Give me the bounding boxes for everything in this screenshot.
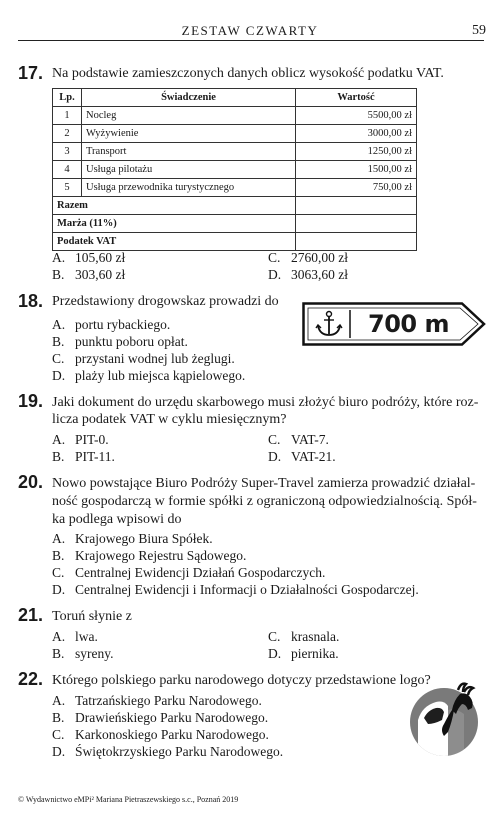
table-cell-lp: 3	[53, 143, 82, 161]
question-20-number: 20.	[18, 472, 44, 492]
q19-option-b[interactable]: B. PIT-11.	[52, 449, 115, 464]
question-17-number: 17.	[18, 63, 44, 83]
question-17-text: Na podstawie zamieszczonych danych oblicz wysokość podatku VAT.	[52, 66, 444, 81]
table-header-value: Wartość	[296, 89, 417, 107]
table-summary-row	[53, 197, 417, 215]
question-20-text-line1: Nowo powstające Biuro Podróży Super-Travel zamierza prowadzić działal-	[52, 476, 476, 491]
q17-option-c[interactable]: C. 2760,00 zł	[268, 250, 348, 265]
copyright-footer: © Wydawnictwo eMPi² Mariana Pietraszewskiego s.c., Poznań 2019	[18, 795, 239, 804]
table-cell-lp: 5	[53, 179, 82, 197]
q22-option-a[interactable]: A. Tatrzańskiego Parku Narodowego.	[52, 693, 262, 708]
table-cell-value: 3000,00 zł	[296, 125, 417, 143]
q17-option-d[interactable]: D. 3063,60 zł	[268, 267, 348, 282]
q19-option-c[interactable]: C. VAT-7.	[268, 432, 329, 447]
table-cell-service: Transport	[82, 143, 296, 161]
q20-option-d[interactable]: D. Centralnej Ewidencji i Informacji o Działalności Gospodarczej.	[52, 582, 419, 597]
table-cell-service: Nocleg	[82, 107, 296, 125]
question-22-text: Którego polskiego parku narodowego dotyczy przedstawione logo?	[52, 673, 431, 688]
q18-option-b[interactable]: B. punktu poboru opłat.	[52, 334, 188, 349]
summary-value-empty	[296, 233, 417, 251]
q21-option-d[interactable]: D. piernika.	[268, 646, 339, 661]
question-22-number: 22.	[18, 669, 44, 689]
q20-option-c[interactable]: C. Centralnej Ewidencji Działań Gospodarczych.	[52, 565, 326, 580]
table-cell-value: 750,00 zł	[296, 179, 417, 197]
summary-label-margin: Marża (11%)	[53, 215, 296, 233]
q18-option-d[interactable]: D. plaży lub miejsca kąpielowego.	[52, 368, 246, 383]
signpost-distance: 700 m	[368, 310, 449, 338]
q21-option-a[interactable]: A. lwa.	[52, 629, 98, 644]
table-cell-service: Wyżywienie	[82, 125, 296, 143]
table-cell-lp: 1	[53, 107, 82, 125]
summary-label-total: Razem	[53, 197, 296, 215]
q17-option-a[interactable]: A. 105,60 zł	[52, 250, 126, 265]
q21-option-b[interactable]: B. syreny.	[52, 646, 114, 661]
q21-option-c[interactable]: C. krasnala.	[268, 629, 340, 644]
running-header: ZESTAW CZWARTY	[181, 23, 319, 38]
question-19-text-line1: Jaki dokument do urzędu skarbowego musi złożyć biuro podróży, które roz-	[52, 395, 479, 410]
q17-option-b[interactable]: B. 303,60 zł	[52, 267, 126, 282]
summary-label-vat: Podatek VAT	[53, 233, 296, 251]
table-cell-value: 1250,00 zł	[296, 143, 417, 161]
q18-option-a[interactable]: A. portu rybackiego.	[52, 317, 171, 332]
question-19-text-line2: licza podatek VAT w cyklu miesięcznym?	[52, 412, 287, 427]
q22-option-d[interactable]: D. Świętokrzyskiego Parku Narodowego.	[52, 744, 284, 759]
table-header-lp: Lp.	[53, 89, 82, 107]
table-summary-row	[53, 215, 417, 233]
table-row	[53, 161, 417, 179]
table-cell-service: Usługa pilotażu	[82, 161, 296, 179]
summary-value-empty	[296, 215, 417, 233]
q18-option-c[interactable]: C. przystani wodnej lub żeglugi.	[52, 351, 235, 366]
question-21-text: Toruń słynie z	[52, 609, 132, 624]
table-cell-service: Usługa przewodnika turystycznego	[82, 179, 296, 197]
question-18-text: Przedstawiony drogowskaz prowadzi do	[52, 294, 279, 309]
vat-data-table	[52, 88, 417, 251]
q22-option-c[interactable]: C. Karkonoskiego Parku Narodowego.	[52, 727, 269, 742]
q19-option-a[interactable]: A. PIT-0.	[52, 432, 109, 447]
anchor-icon	[314, 310, 344, 338]
header-divider	[18, 40, 484, 41]
q20-option-a[interactable]: A. Krajowego Biura Spółek.	[52, 531, 213, 546]
q19-option-d[interactable]: D. VAT-21.	[268, 449, 336, 464]
table-header-row	[53, 89, 417, 107]
table-summary-row	[53, 233, 417, 251]
table-cell-lp: 4	[53, 161, 82, 179]
q20-option-b[interactable]: B. Krajowego Rejestru Sądowego.	[52, 548, 247, 563]
table-row	[53, 179, 417, 197]
table-row	[53, 143, 417, 161]
table-header-service: Świadczenie	[82, 89, 296, 107]
table-cell-lp: 2	[53, 125, 82, 143]
question-20-text-line2: ność gospodarczą w formie spółki z ograniczoną odpowiedzialnością. Spół-	[52, 494, 477, 509]
table-cell-value: 1500,00 zł	[296, 161, 417, 179]
chamois-logo-icon	[408, 680, 478, 758]
question-20-text-line3: ka podlega wpisowi do	[52, 512, 182, 527]
question-18-number: 18.	[18, 291, 44, 311]
page-number: 59	[472, 23, 486, 38]
table-row	[53, 107, 417, 125]
q22-option-b[interactable]: B. Drawieńskiego Parku Narodowego.	[52, 710, 269, 725]
summary-value-empty	[296, 197, 417, 215]
road-signpost	[302, 302, 486, 346]
table-cell-value: 5500,00 zł	[296, 107, 417, 125]
table-row	[53, 125, 417, 143]
question-21-number: 21.	[18, 605, 44, 625]
question-19-number: 19.	[18, 391, 44, 411]
